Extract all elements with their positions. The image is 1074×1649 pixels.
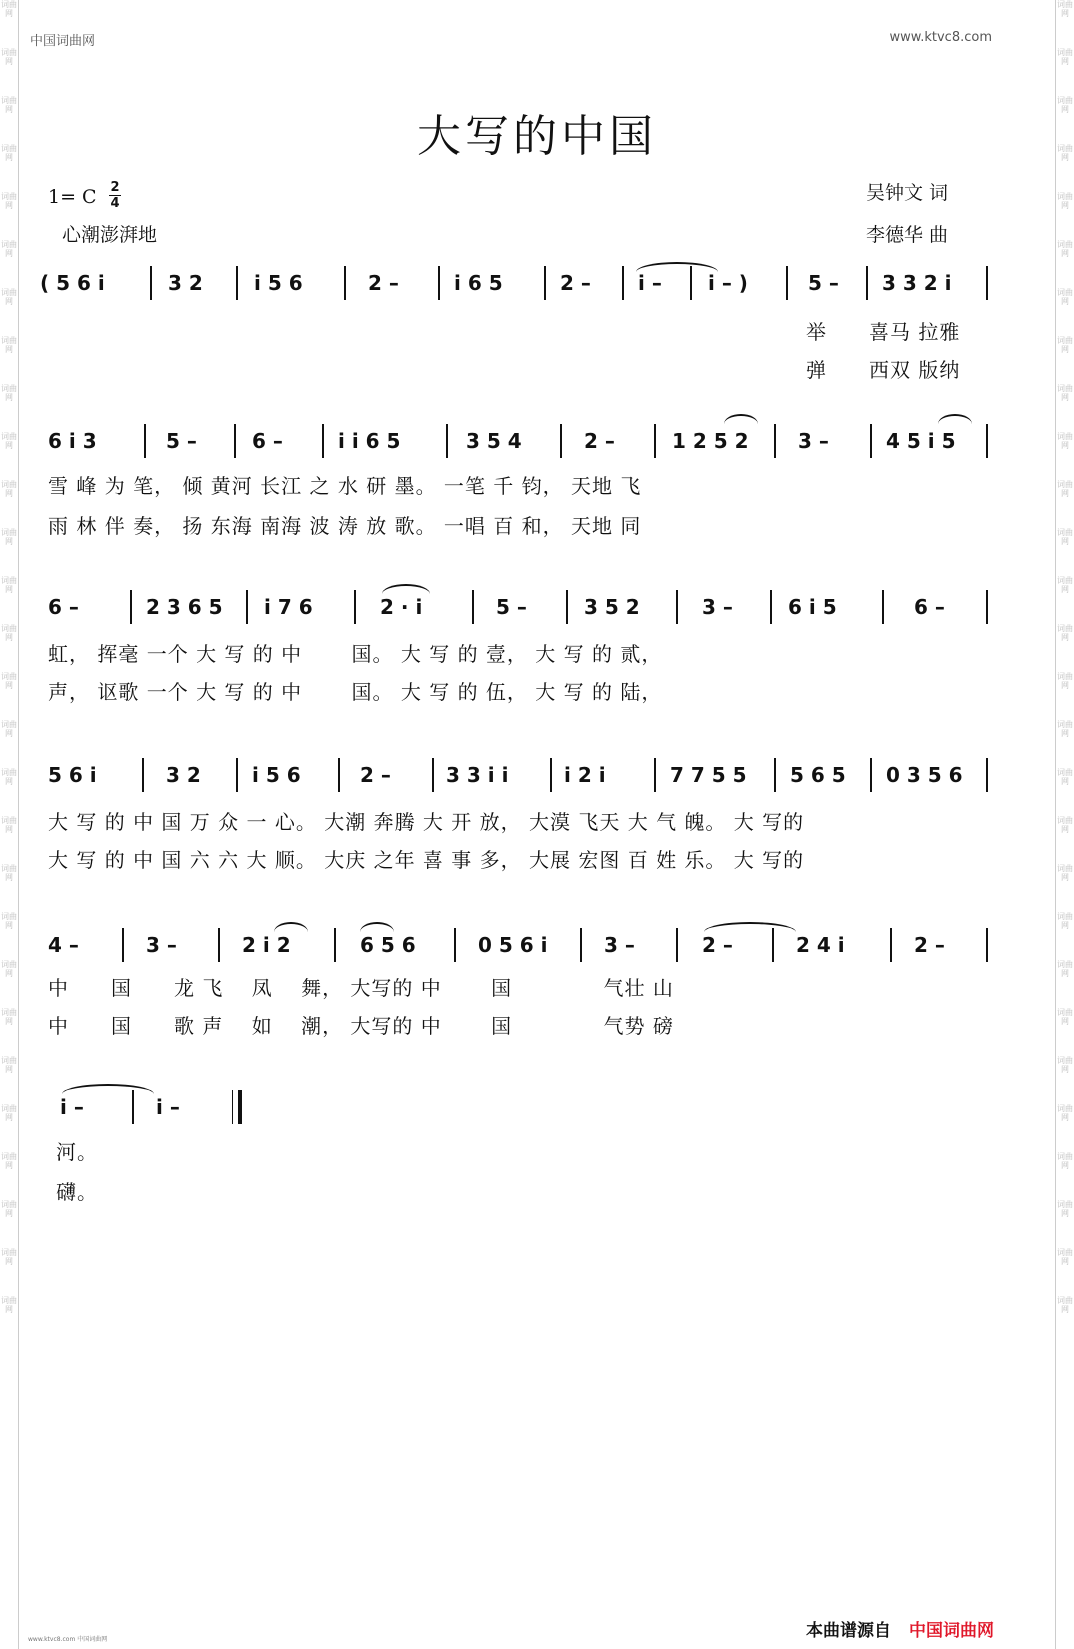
side-watermark: 词曲网 — [1, 384, 17, 402]
measure: 5 6 5 — [790, 763, 846, 787]
side-watermark: 词曲网 — [1057, 720, 1073, 738]
side-watermark: 词曲网 — [1, 528, 17, 546]
side-watermark: 词曲网 — [1057, 1152, 1073, 1170]
barline — [654, 424, 656, 458]
barline — [690, 266, 692, 300]
barline — [580, 928, 582, 962]
measure: ( 5 6 i — [40, 271, 105, 295]
side-watermark: 词曲网 — [1, 1056, 17, 1074]
side-watermark: 词曲网 — [1057, 768, 1073, 786]
tie — [704, 922, 796, 932]
footer-brand-link[interactable]: 中国词曲网 — [909, 1621, 994, 1641]
tempo-marking: 心潮澎湃地 — [62, 224, 158, 246]
side-watermark: 词曲网 — [1, 144, 17, 162]
side-watermark: 词曲网 — [1057, 864, 1073, 882]
side-watermark: 词曲网 — [1, 1200, 17, 1218]
measure: 3 – — [604, 933, 635, 957]
side-watermark: 词曲网 — [1, 576, 17, 594]
barline — [870, 424, 872, 458]
lyric-verse-1: 河。 — [56, 1140, 98, 1164]
measure: 5 – — [808, 271, 839, 295]
footer-source-label: 本曲谱源自 — [806, 1621, 891, 1641]
side-watermark: 词曲网 — [1, 1248, 17, 1266]
barline — [622, 266, 624, 300]
barline — [772, 928, 774, 962]
side-watermark: 词曲网 — [1057, 48, 1073, 66]
barline — [676, 590, 678, 624]
side-watermark: 词曲网 — [1, 336, 17, 354]
side-watermark: 词曲网 — [1, 240, 17, 258]
measure: 2 – — [368, 271, 399, 295]
side-watermark: 词曲网 — [1, 864, 17, 882]
barline — [786, 266, 788, 300]
barline — [774, 424, 776, 458]
measure: 3 5 2 — [584, 595, 640, 619]
lyric-verse-2: 中 国 歌 声 如 潮， 大写的 中 国 气势 磅 — [48, 1014, 674, 1038]
barline — [334, 928, 336, 962]
lyric-verse-2: 雨 林 伴 奏， 扬 东海 南海 波 涛 放 歌。 一唱 百 和， 天地 同 — [48, 514, 642, 538]
lyric-verse-2: 弹 西双 版纳 — [806, 358, 961, 382]
measure: 2 i 2 — [242, 933, 291, 957]
lyric-verse-1: 举 喜马 拉雅 — [806, 320, 961, 344]
side-watermark: 词曲网 — [1, 768, 17, 786]
barline — [446, 424, 448, 458]
side-watermark: 词曲网 — [1, 192, 17, 210]
slur — [360, 922, 394, 932]
side-watermark: 词曲网 — [1, 0, 17, 18]
side-watermark: 词曲网 — [1057, 816, 1073, 834]
side-watermark: 词曲网 — [1057, 288, 1073, 306]
barline — [986, 758, 988, 792]
side-watermark: 词曲网 — [1057, 144, 1073, 162]
final-barline-thin — [232, 1090, 233, 1124]
measure: 4 – — [48, 933, 79, 957]
measure: 3 5 4 — [466, 429, 522, 453]
barline — [866, 266, 868, 300]
measure: 5 – — [166, 429, 197, 453]
barline — [770, 590, 772, 624]
side-watermark: 词曲网 — [1057, 576, 1073, 594]
measure: 3 2 — [168, 271, 203, 295]
measure: i – ) — [708, 271, 748, 295]
measure: 3 3 2 i — [882, 271, 952, 295]
left-margin-strip — [0, 0, 19, 1649]
side-watermark: 词曲网 — [1, 1152, 17, 1170]
measure: 0 3 5 6 — [886, 763, 963, 787]
measure: 5 – — [496, 595, 527, 619]
side-watermark: 词曲网 — [1057, 960, 1073, 978]
measure: 3 – — [702, 595, 733, 619]
barline — [472, 590, 474, 624]
time-sig-top: 2 — [110, 180, 120, 195]
tie — [62, 1084, 154, 1094]
side-watermark: 词曲网 — [1, 1104, 17, 1122]
barline — [438, 266, 440, 300]
lyric-verse-2: 礴。 — [56, 1180, 98, 1204]
song-title: 大写的中国 — [417, 111, 657, 162]
side-watermark: 词曲网 — [1057, 1056, 1073, 1074]
key-signature: 1= C — [48, 186, 97, 208]
measure: i 2 i — [564, 763, 606, 787]
side-watermark: 词曲网 — [1057, 240, 1073, 258]
measure: 3 2 — [166, 763, 201, 787]
side-watermark: 词曲网 — [1, 1008, 17, 1026]
barline — [122, 928, 124, 962]
measure: 2 – — [360, 763, 391, 787]
measure: 6 – — [914, 595, 945, 619]
barline — [676, 928, 678, 962]
header-site-url[interactable]: www.ktvc8.com — [889, 30, 992, 45]
measure: 0 5 6 i — [478, 933, 548, 957]
side-watermark: 词曲网 — [1, 48, 17, 66]
measure: 7 7 5 5 — [670, 763, 747, 787]
footer-source — [806, 1616, 994, 1641]
composer: 李德华 曲 — [866, 224, 949, 246]
barline — [986, 424, 988, 458]
side-watermark: 词曲网 — [1057, 1296, 1073, 1314]
barline — [130, 590, 132, 624]
barline — [654, 758, 656, 792]
measure: 1 2 5 2 — [672, 429, 749, 453]
final-barline-thick — [238, 1090, 242, 1124]
side-watermark: 词曲网 — [1, 480, 17, 498]
barline — [882, 590, 884, 624]
lyricist: 吴钟文 词 — [866, 182, 949, 204]
side-watermark: 词曲网 — [1057, 0, 1073, 18]
barline — [322, 424, 324, 458]
barline — [218, 928, 220, 962]
lyric-verse-1: 虹， 挥毫 一个 大 写 的 中 国。 大 写 的 壹， 大 写 的 贰， — [48, 642, 663, 666]
lyric-verse-1: 中 国 龙 飞 凤 舞， 大写的 中 国 气壮 山 — [48, 976, 674, 1000]
barline — [236, 758, 238, 792]
measure: i 5 6 — [254, 271, 303, 295]
barline — [354, 590, 356, 624]
lyric-verse-2: 声， 讴歌 一个 大 写 的 中 国。 大 写 的 伍， 大 写 的 陆， — [48, 680, 663, 704]
lyric-verse-1: 大 写 的 中 国 万 众 一 心。 大潮 奔腾 大 开 放， 大漠 飞天 大 气 魄。 大 写的 — [48, 810, 805, 834]
measure: 6 – — [252, 429, 283, 453]
barline — [454, 928, 456, 962]
footer-watermark: www.ktvc8.com 中国词曲网 — [28, 1636, 108, 1643]
lyric-verse-2: 大 写 的 中 国 六 六 大 顺。 大庆 之年 喜 事 多， 大展 宏图 百 姓 乐。 大 写的 — [48, 848, 805, 872]
side-watermark: 词曲网 — [1, 624, 17, 642]
measure: i 5 6 — [252, 763, 301, 787]
measure: 6 i 3 — [48, 429, 97, 453]
measure: 4 5 i 5 — [886, 429, 956, 453]
side-watermark: 词曲网 — [1, 912, 17, 930]
barline — [550, 758, 552, 792]
side-watermark: 词曲网 — [1, 96, 17, 114]
barline — [142, 758, 144, 792]
measure: 3 – — [798, 429, 829, 453]
barline — [338, 758, 340, 792]
side-watermark: 词曲网 — [1057, 336, 1073, 354]
barline — [132, 1090, 134, 1124]
measure: i – — [638, 271, 662, 295]
slur — [274, 922, 308, 932]
side-watermark: 词曲网 — [1057, 1248, 1073, 1266]
measure: 6 i 5 — [788, 595, 837, 619]
measure: 6 5 6 — [360, 933, 416, 957]
barline — [890, 928, 892, 962]
barline — [566, 590, 568, 624]
side-watermark: 词曲网 — [1057, 528, 1073, 546]
barline — [236, 266, 238, 300]
measure: 2 4 i — [796, 933, 845, 957]
slur — [938, 414, 972, 424]
side-watermark: 词曲网 — [1057, 480, 1073, 498]
time-signature — [109, 180, 121, 211]
measure: i i 6 5 — [338, 429, 401, 453]
barline — [774, 758, 776, 792]
measure: i – — [156, 1095, 180, 1119]
barline — [986, 266, 988, 300]
measure: 2 – — [584, 429, 615, 453]
side-watermark: 词曲网 — [1057, 1008, 1073, 1026]
side-watermark: 词曲网 — [1, 816, 17, 834]
measure: i – — [60, 1095, 84, 1119]
measure: 2 3 6 5 — [146, 595, 223, 619]
measure: 6 – — [48, 595, 79, 619]
measure: i 7 6 — [264, 595, 313, 619]
side-watermark: 词曲网 — [1057, 96, 1073, 114]
barline — [246, 590, 248, 624]
side-watermark: 词曲网 — [1, 960, 17, 978]
side-watermark: 词曲网 — [1057, 384, 1073, 402]
measure: 2 · i — [380, 595, 423, 619]
tie — [382, 584, 430, 594]
barline — [234, 424, 236, 458]
barline — [986, 928, 988, 962]
side-watermark: 词曲网 — [1057, 1200, 1073, 1218]
measure: 5 6 i — [48, 763, 97, 787]
side-watermark: 词曲网 — [1057, 672, 1073, 690]
measure: 3 – — [146, 933, 177, 957]
measure: 2 – — [702, 933, 733, 957]
header-site-name: 中国词曲网 — [30, 34, 96, 49]
slur — [724, 414, 758, 424]
side-watermark: 词曲网 — [1057, 912, 1073, 930]
barline — [986, 590, 988, 624]
right-margin-strip — [1055, 0, 1074, 1649]
side-watermark: 词曲网 — [1, 720, 17, 738]
lyric-verse-1: 雪 峰 为 笔， 倾 黄河 长江 之 水 研 墨。 一笔 千 钧， 天地 飞 — [48, 474, 642, 498]
side-watermark: 词曲网 — [1057, 1104, 1073, 1122]
side-watermark: 词曲网 — [1057, 432, 1073, 450]
side-watermark: 词曲网 — [1, 432, 17, 450]
barline — [144, 424, 146, 458]
barline — [344, 266, 346, 300]
barline — [870, 758, 872, 792]
barline — [544, 266, 546, 300]
side-watermark: 词曲网 — [1, 672, 17, 690]
side-watermark: 词曲网 — [1, 288, 17, 306]
time-sig-bottom: 4 — [110, 196, 120, 211]
barline — [150, 266, 152, 300]
side-watermark: 词曲网 — [1, 1296, 17, 1314]
measure: 3 3 i i — [446, 763, 509, 787]
measure: 2 – — [914, 933, 945, 957]
side-watermark: 词曲网 — [1057, 192, 1073, 210]
side-watermark: 词曲网 — [1057, 624, 1073, 642]
barline — [560, 424, 562, 458]
measure: 2 – — [560, 271, 591, 295]
barline — [432, 758, 434, 792]
measure: i 6 5 — [454, 271, 503, 295]
